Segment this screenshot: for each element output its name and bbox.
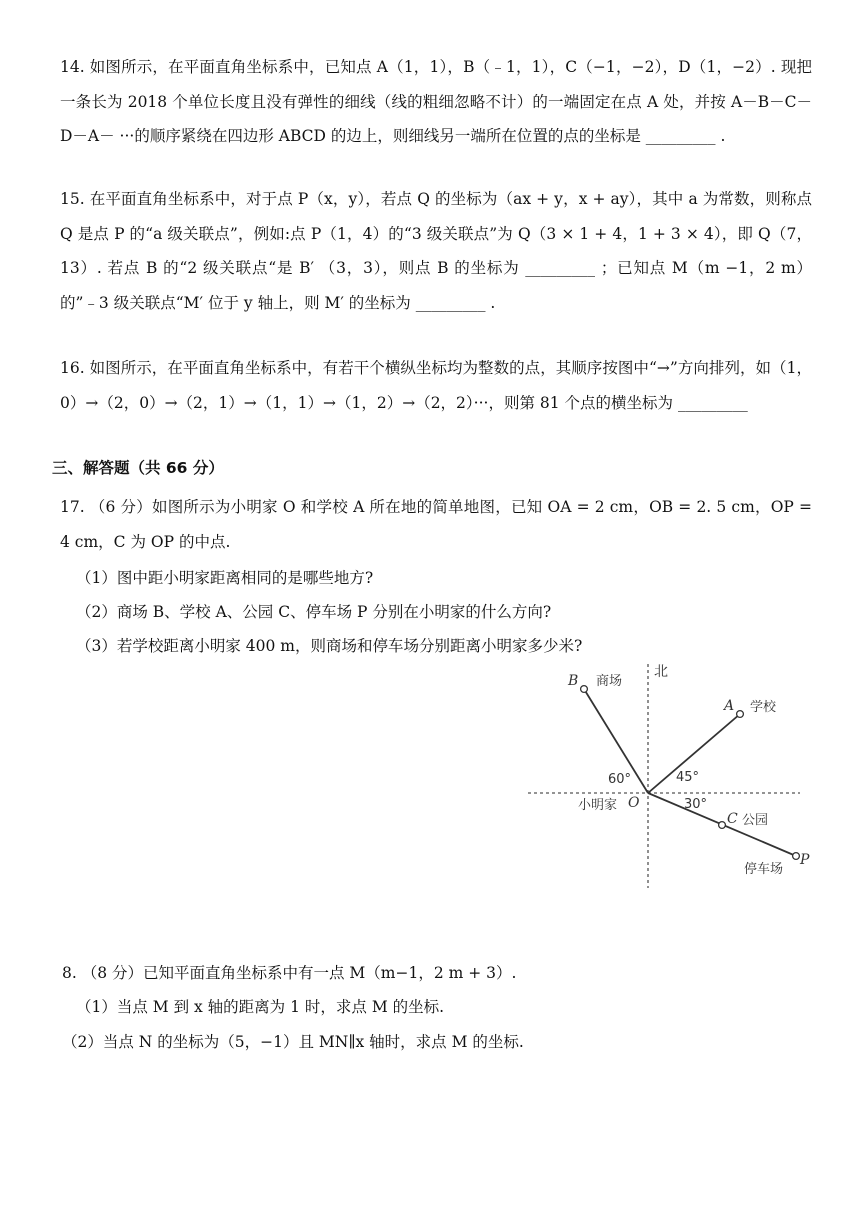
point-a-letter: A (724, 698, 735, 714)
point-a-marker (737, 711, 744, 718)
point-p-letter: P (800, 852, 810, 868)
school-label: 学校 (750, 700, 777, 715)
parking-label: 停车场 (744, 862, 784, 877)
angle-30-label: 30° (684, 797, 708, 812)
angle-60-label: 60° (608, 772, 632, 787)
section-heading: 三、解答题（共 66 分） (52, 459, 224, 477)
point-o-letter: O (628, 795, 640, 811)
question-18-part-2: （2）当点 N 的坐标为（5，−1）且 MN∥x 轴时，求点 M 的坐标. (62, 1033, 524, 1051)
point-p-marker (793, 853, 800, 860)
point-c-marker (719, 822, 726, 829)
question-15: 15. 在平面直角坐标系中，对于点 P（x，y），若点 Q 的坐标为（ax + y，x + ay），其中 a 为常数，则称点 Q 是点 P 的“a 级关联点”，例如:点 P（1，4）的“3 级关联点”为 Q（3 × 1 + 4，1 + 3 × 4），即 Q（7，13）. 若点 B 的“2 级关联点“是 B′ （3，3），则点 B 的坐标为 _________ ；已知点 M（m −1，2 m）的”﹣3 级关联点“M′ 位于 y 轴上，则 M′ 的坐标为 _________ . (60, 190, 812, 312)
question-17-stem: 17. （6 分）如图所示为小明家 O 和学校 A 所在地的简单地图，已知 OA = 2 cm，OB = 2. 5 cm，OP = 4 cm，C 为 OP 的中点. (60, 498, 812, 551)
question-14: 14. 如图所示，在平面直角坐标系中，已知点 A（1，1），B（﹣1，1），C（−1，−2），D（1，−2）. 现把一条长为 2018 个单位长度且没有弹性的细线（线的粗细忽略不计）的一端固定在点 A 处，并按 A－B－C－ D－A－ ···的顺序紧绕在四边形 ABCD 的边上，则细线另一端所在位置的点的坐标是 _________ . (60, 58, 812, 145)
mall-label: 商场 (596, 674, 623, 689)
point-b-marker (581, 686, 588, 693)
home-label: 小明家 (578, 798, 618, 813)
point-c-letter: C (727, 811, 738, 827)
angle-45-label: 45° (676, 770, 700, 785)
question-17-part-2: （2）商场 B、学校 A、公园 C、停车场 P 分别在小明家的什么方向? (76, 603, 552, 621)
question-18-stem: 8. （8 分）已知平面直角坐标系中有一点 M（m−1，2 m + 3）. (62, 964, 517, 982)
park-label: 公园 (742, 813, 769, 828)
question-17-part-3: （3）若学校距离小明家 400 m，则商场和停车场分别距离小明家多少米? (76, 637, 583, 655)
north-label: 北 (654, 664, 668, 680)
question-16: 16. 如图所示，在平面直角坐标系中，有若干个横纵坐标均为整数的点，其顺序按图中“→”方向排列，如（1，0）→（2，0）→（2，1）→（1，1）→（1，2）→（2，2）···，则第 81 个点的横坐标为 _________ (60, 359, 812, 412)
question-17-part-1: （1）图中距小明家距离相同的是哪些地方? (76, 569, 374, 587)
question-18-part-1: （1）当点 M 到 x 轴的距离为 1 时，求点 M 的坐标. (76, 998, 445, 1016)
map-figure (522, 652, 822, 892)
point-b-letter: B (568, 673, 579, 689)
